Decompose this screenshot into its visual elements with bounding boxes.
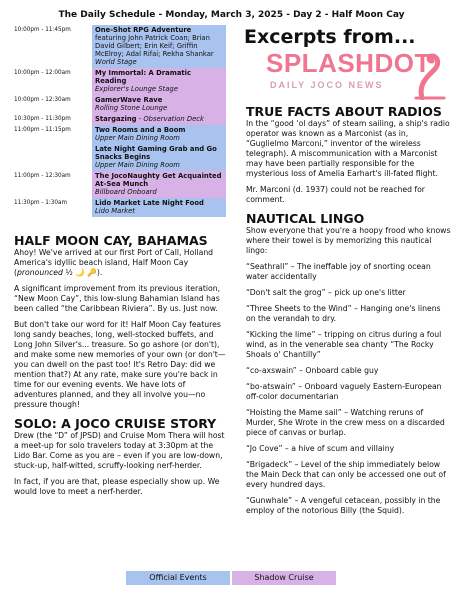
- schedule-event: [92, 95, 226, 114]
- event-title: Two Rooms and a Boom: [95, 126, 186, 134]
- lingo-item: “Jo Cove” – a hive of scum and villainy: [246, 444, 395, 453]
- schedule-time: 10:00pm - 11:45pm: [14, 27, 71, 33]
- schedule-event: [92, 25, 226, 68]
- event-venue: Observation Deck: [143, 115, 204, 123]
- event-venue: Billboard Onboard: [95, 188, 157, 196]
- tentacle-icon: [414, 50, 450, 100]
- schedule-time: 10:00pm - 12:00am: [14, 70, 71, 76]
- event-title: Lido Market Late Night Food: [95, 199, 204, 207]
- schedule-row: [14, 68, 226, 95]
- halfmoon-para-2: A significant improvement from its previous iteration, “New Moon Cay”, this low-slung Bahamian Island has been called “the Caribbean Riviera”. By us. Just now.: [14, 284, 221, 313]
- event-title: The JocoNaughty Get Acquainted At-Sea Munch: [95, 172, 222, 188]
- lingo-item: “Gunwhale” – A vengeful cetacean, possibly in the employ of the notorious Billy (the Squid).: [246, 496, 441, 515]
- schedule-row: [14, 125, 226, 144]
- solo-para-1: Drew (the “D” of JPSD) and Cruise Mom Thera will host a meet-up for solo travelers today at 3:30pm at the Lido Bar. Come as you are – even if you are low-down, stuck-up, half-witted, scruffy-looking nerf-herder.: [14, 431, 225, 470]
- excerpts-heading: Excerpts from...: [244, 26, 416, 48]
- schedule-event: [92, 171, 226, 198]
- lingo-item: “Kicking the lime” – tripping on citrus during a foul wind, as in the venerable sea chanty “The Rocky Shoals o' Chantilly”: [246, 330, 442, 359]
- solo-title: SOLO: A JOCO CRUISE STORY: [14, 416, 217, 431]
- legend-official: Official Events: [126, 571, 230, 585]
- lingo-item: “Don't salt the grog” – pick up one's litter: [246, 288, 406, 297]
- splashdot-subtitle: DAILY JOCO NEWS: [270, 80, 384, 90]
- schedule-event: [92, 198, 226, 217]
- event-title: GamerWave Rave: [95, 96, 163, 104]
- event-title: Late Night Gaming Grab and Go Snacks Begins: [95, 145, 217, 161]
- schedule-event: [92, 68, 226, 95]
- event-venue: Upper Main Dining Room: [95, 134, 180, 142]
- halfmoon-para-1: Ahoy! We've arrived at our first Port of Call, Holland America's idyllic beach island, Half Moon Cay (pronounced ½ 🌙 🔑).: [14, 248, 214, 277]
- schedule-row: [14, 25, 226, 68]
- lingo-item: “Brigadeck” – Level of the ship immediately below the Main Deck that can only be accessed one out of every hundred days.: [246, 460, 446, 489]
- lingo-title: NAUTICAL LINGO: [246, 211, 365, 226]
- schedule-event: [92, 144, 226, 171]
- splashdot-wordmark: SPLASHDOT: [266, 48, 431, 78]
- right-column: [246, 104, 452, 522]
- lingo-item: “bo-atswain” – Onboard vaguely Eastern-European off-color documentarian: [246, 382, 442, 401]
- schedule-time: 10:00pm - 12:30am: [14, 97, 71, 103]
- schedule-time: 11:30pm - 1:30am: [14, 200, 68, 206]
- schedule-time: [14, 144, 92, 171]
- schedule-time: 10:30pm - 11:30pm: [14, 116, 71, 122]
- schedule-event: Stargazing - Observation Deck: [92, 114, 226, 125]
- solo-para-2: In fact, if you are that, please especially show up. We would love to meet a nerf-herder.: [14, 477, 220, 496]
- event-venue: Rolling Stone Lounge: [95, 104, 168, 112]
- event-title: My Immortal: A Dramatic Reading: [95, 69, 192, 85]
- schedule-row: [14, 95, 226, 114]
- lingo-item: “Seathrall” – The ineffable joy of snorting ocean water accidentally: [246, 262, 431, 281]
- event-venue: World Stage: [95, 58, 137, 66]
- left-column: [14, 233, 226, 503]
- lingo-item: “Three Sheets to the Wind” – Hanging one's linens on the verandah to dry.: [246, 304, 441, 323]
- event-venue: Upper Main Dining Room: [95, 161, 180, 169]
- schedule-time: 11:00pm - 12:30am: [14, 173, 71, 179]
- splashdot-logo: [236, 26, 456, 106]
- lingo-list: [246, 262, 452, 516]
- page-header: The Daily Schedule - Monday, March 3, 2025 - Day 2 - Half Moon Cay: [58, 10, 405, 20]
- event-title: One-Shot RPG Adventure: [95, 26, 192, 34]
- event-venue: Explorer's Lounge Stage: [95, 85, 178, 93]
- schedule-event: [92, 125, 226, 144]
- schedule-row: [14, 171, 226, 198]
- schedule-time: 11:00pm - 11:15pm: [14, 127, 71, 133]
- lingo-intro: Show everyone that you're a hoopy frood who knows where their towel is by memorizing this nautical lingo:: [246, 226, 451, 255]
- schedule-table: [14, 25, 226, 217]
- event-desc: featuring John Patrick Coan; Brian David Gilbert; Erin Keif; Griffin McElroy; Adal Rifai; Rekha Shankar: [95, 34, 214, 58]
- radios-para-2: Mr. Marconi (d. 1937) could not be reached for comment.: [246, 185, 425, 204]
- lingo-item: “co-axswain” – Onboard cable guy: [246, 366, 379, 375]
- schedule-row: [14, 114, 226, 125]
- lingo-item: “Hoisting the Mame sail” – Watching reruns of Murder, She Wrote in the crew mess on a discarded piece of canvas or burlap.: [246, 408, 445, 437]
- schedule-row: [14, 144, 226, 171]
- halfmoon-para-3: But don't take our word for it! Half Moon Cay features long sandy beaches, long, well-stocked buffets, and Long John Silver's... treasure. So go ashore (or don't), and make some new memories of your own (or don't—you can dwell on the past too! It's Retro Day: did we mention that?) At any rate, make sure you're back in time for our evening events. We have lots of adventures planned, and they all involve you—no pressure though!: [14, 320, 226, 409]
- schedule-row: [14, 198, 226, 217]
- halfmoon-title: HALF MOON CAY, BAHAMAS: [14, 233, 208, 248]
- radios-para-1: In the “good ‘ol days” of steam sailing, a ship's radio operator was known as a Marconist (as in, “Guglielmo Marconi,” inventor of the wireless telegraph). A miscommunication with a Marconist may have been partially responsible for the mysterious loss of Amelia Earhart's ill-fated flight.: [246, 119, 450, 178]
- radios-title: TRUE FACTS ABOUT RADIOS: [246, 104, 442, 119]
- event-title: Stargazing: [95, 115, 137, 123]
- legend-shadow: Shadow Cruise: [232, 571, 336, 585]
- event-venue: Lido Market: [95, 207, 135, 215]
- legend-footer: [0, 571, 463, 585]
